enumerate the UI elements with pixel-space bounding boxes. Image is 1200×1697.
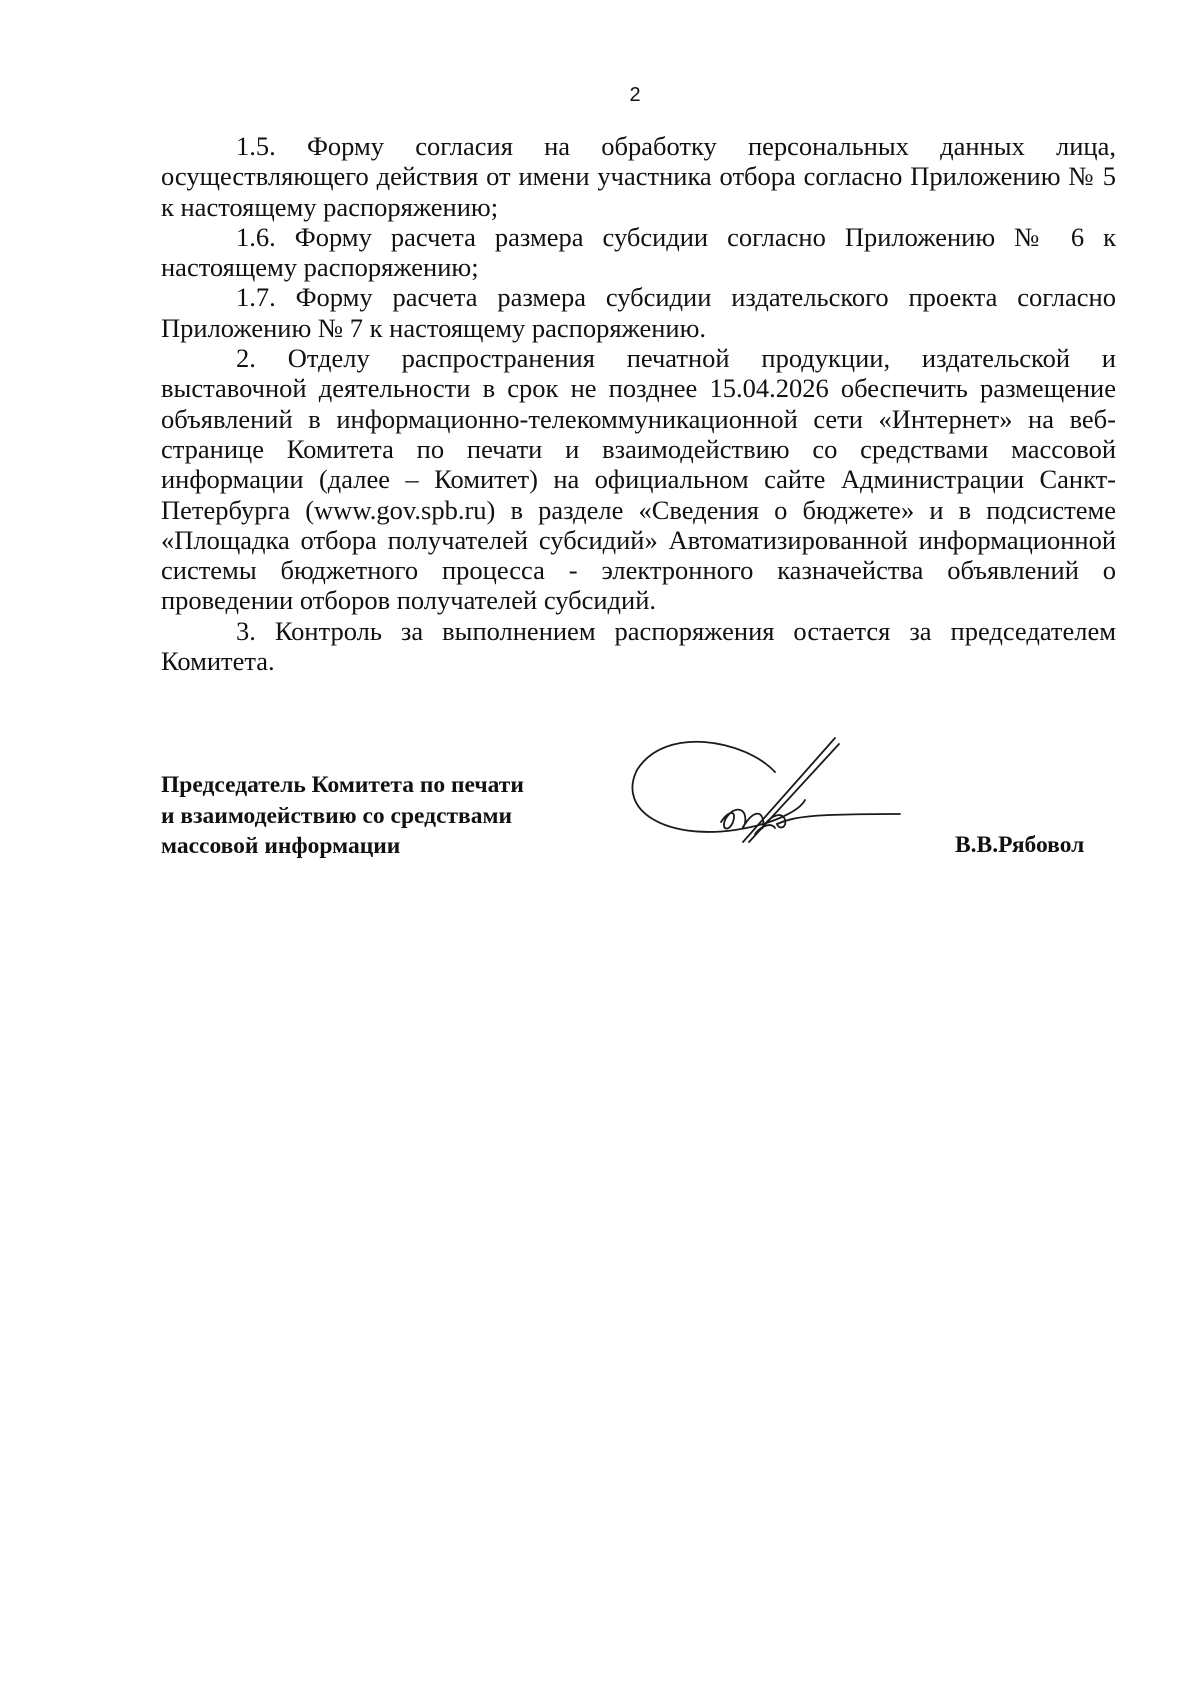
signer-name: В.В.Рябовол <box>955 832 1085 858</box>
paragraph-1-5: 1.5. Форму согласия на обработку персональных данных лица, осуществляющего действия от имени участника отбора согласно Приложению № 5 к настоящему распоряжению; <box>161 131 1116 222</box>
handwritten-signature <box>625 730 905 860</box>
paragraph-3: 3. Контроль за выполнением распоряжения остается за председателем Комитета. <box>161 615 1116 677</box>
signatory-title <box>161 770 621 862</box>
paragraph-2: 2. Отделу распространения печатной продукции, издательской и выставочной деятельности в срок не позднее 15.04.2026 обеспечить размещение объявлений в информационно-телекоммуникационной сети «Интернет» на веб-странице Комитета по печати и взаимодействию со средствами массовой информации (далее – Комитет) на официальном сайте Администрации Санкт-Петербурга (www.gov.spb.ru) в разделе «Сведения о бюджете» и в подсистеме «Площадка отбора получателей субсидий» Автоматизированной информационной системы бюджетного процесса - электронного казначейства объявлений о проведении отборов получателей субсидий. <box>161 343 1116 616</box>
signatory-title-line-3: массовой информации <box>161 833 401 859</box>
signatory-title-line-2: и взаимодействию со средствами <box>161 802 513 829</box>
document-body <box>161 131 1116 676</box>
signatory-title-line-1: Председатель Комитета по печати <box>161 772 524 798</box>
paragraph-1-7: 1.7. Форму расчета размера субсидии издательского проекта согласно Приложению № 7 к настоящему распоряжению. <box>161 282 1116 343</box>
paragraph-1-6: 1.6. Форму расчета размера субсидии согласно Приложению № 6 к настоящему распоряжению; <box>161 221 1116 283</box>
page-number: 2 <box>629 84 641 106</box>
